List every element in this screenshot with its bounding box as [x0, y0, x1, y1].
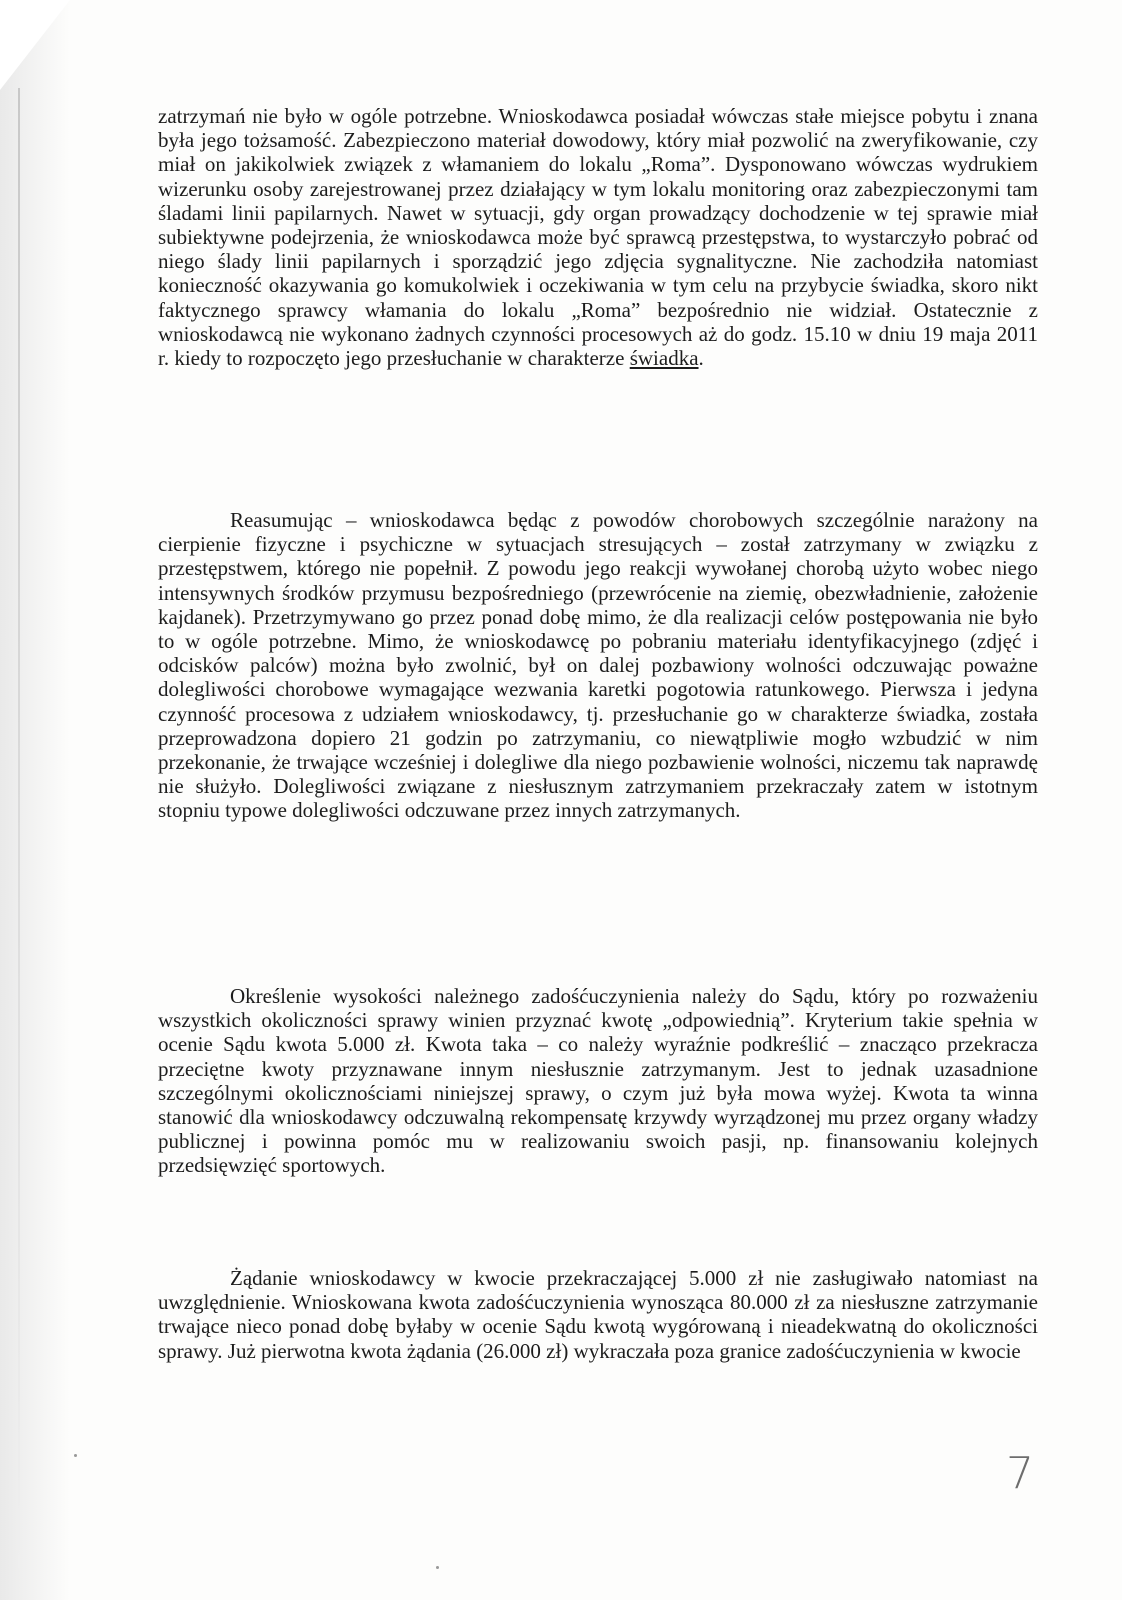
paragraph-4	[158, 1266, 1038, 1363]
paragraph-3-text: Określenie wysokości należnego zadośćuczynienia należy do Sądu, który po rozważeniu wszystkich okoliczności sprawy winien przyznać kwotę „odpowiednią”. Kryterium takie spełnia w ocenie Sądu kwota 5.000 zł. Kwota taka – co należy wyraźnie podkreślić – znacząco przekracza przeciętne kwoty przyznawane innym niesłusznie zatrzymanym. Jest to jednak uzasadnione szczególnymi okolicznościami niniejszej sprawy, o czym już była mowa wyżej. Kwota ta winna stanowić dla wnioskodawcy odczuwalną rekompensatę krzywdy wyrządzonej mu przez organy władzy publicznej i powinna pomóc mu w realizowaniu swoich pasji, np. finansowaniu kolejnych przedsięwzięć sportowych.	[158, 984, 1038, 1178]
paragraph-2-text: Reasumując – wnioskodawca będąc z powodów chorobowych szczególnie narażony na cierpienie fizyczne i psychiczne w sytuacjach stresujących – został zatrzymany w związku z przestępstwem, którego nie popełnił. Z powodu jego reakcji wywołanej chorobą użyto wobec niego intensywnych środków przymusu bezpośredniego (przewrócenie na ziemię, obezwładnienie, założenie kajdanek). Przetrzymywano go przez ponad dobę mimo, że dla realizacji celów postępowania nie było to w ogóle potrzebne. Mimo, że wnioskodawcę po pobraniu materiału identyfikacyjnego (zdjęć i odcisków palców) można było zwolnić, był on dalej pozbawiony wolności odczuwając poważne dolegliwości chorobowe wymagające wezwania karetki pogotowia ratunkowego. Pierwsza i jedyna czynność procesowa z udziałem wnioskodawcy, tj. przesłuchanie go w charakterze świadka, została przeprowadzona dopiero 21 godzin po zatrzymaniu, co niewątpliwie mogło wzbudzić w nim przekonanie, że trwające wcześniej i dolegliwe dla niego pozbawienie wolności, niczemu tak naprawdę nie służyło. Dolegliwości związane z niesłusznym zatrzymaniem przekraczały zatem w istotnym stopniu typowe dolegliwości odczuwane przez innych zatrzymanych.	[158, 508, 1038, 823]
paragraph-3	[158, 984, 1038, 1178]
paragraph-4-text: Żądanie wnioskodawcy w kwocie przekraczającej 5.000 zł nie zasługiwało natomiast na uwzględnienie. Wnioskowana kwota zadośćuczynienia wynosząca 80.000 zł za niesłuszne zatrzymanie trwające nieco ponad dobę byłaby w ocenie Sądu kwotą wygórowaną i nieadekwatną do okoliczności sprawy. Już pierwotna kwota żądania (26.000 zł) wykraczała poza granice zadośćuczynienia w kwocie	[158, 1266, 1038, 1363]
handwritten-page-number: 7	[1006, 1448, 1034, 1499]
scan-speck	[436, 1566, 439, 1569]
corner-fold	[0, 0, 70, 90]
scan-speck	[74, 1454, 77, 1457]
page-edge-shadow	[0, 0, 70, 1600]
underlined-word: świadka	[629, 346, 699, 371]
paragraph-1-text: zatrzymań nie było w ogóle potrzebne. Wnioskodawca posiadał wówczas stałe miejsce pobytu i znana była jego tożsamość. Zabezpieczono materiał dowodowy, który miał pozwolić na zweryfikowanie, czy miał on jakikolwiek związek z włamaniem do lokalu „Roma”. Dysponowano wówczas wydrukiem wizerunku osoby zarejestrowanej przez działający w tym lokalu monitoring oraz zabezpieczonymi tam śladami linii papilarnych. Nawet w sytuacji, gdy organ prowadzący dochodzenie w tej sprawie miał subiektywne podejrzenia, że wnioskodawca może być sprawcą przestępstwa, to wystarczyło pobrać od niego ślady linii papilarnych i sporządzić jego zdjęcia sygnalityczne. Nie zachodziła natomiast konieczność okazywania go komukolwiek i oczekiwania w tym celu na przybycie świadka, skoro nikt faktycznego sprawcy włamania do lokalu „Roma” bezpośrednio nie widział. Ostatecznie z wnioskodawcą nie wykonano żadnych czynności procesowych aż do godz. 15.10 w dniu 19 maja 2011 r. kiedy to rozpoczęto jego przesłuchanie w charakterze	[158, 104, 1038, 371]
paragraph-2	[158, 508, 1038, 823]
page-edge-line	[18, 88, 20, 1568]
paragraph-1-end: .	[698, 346, 704, 371]
paragraph-1	[158, 104, 1038, 370]
